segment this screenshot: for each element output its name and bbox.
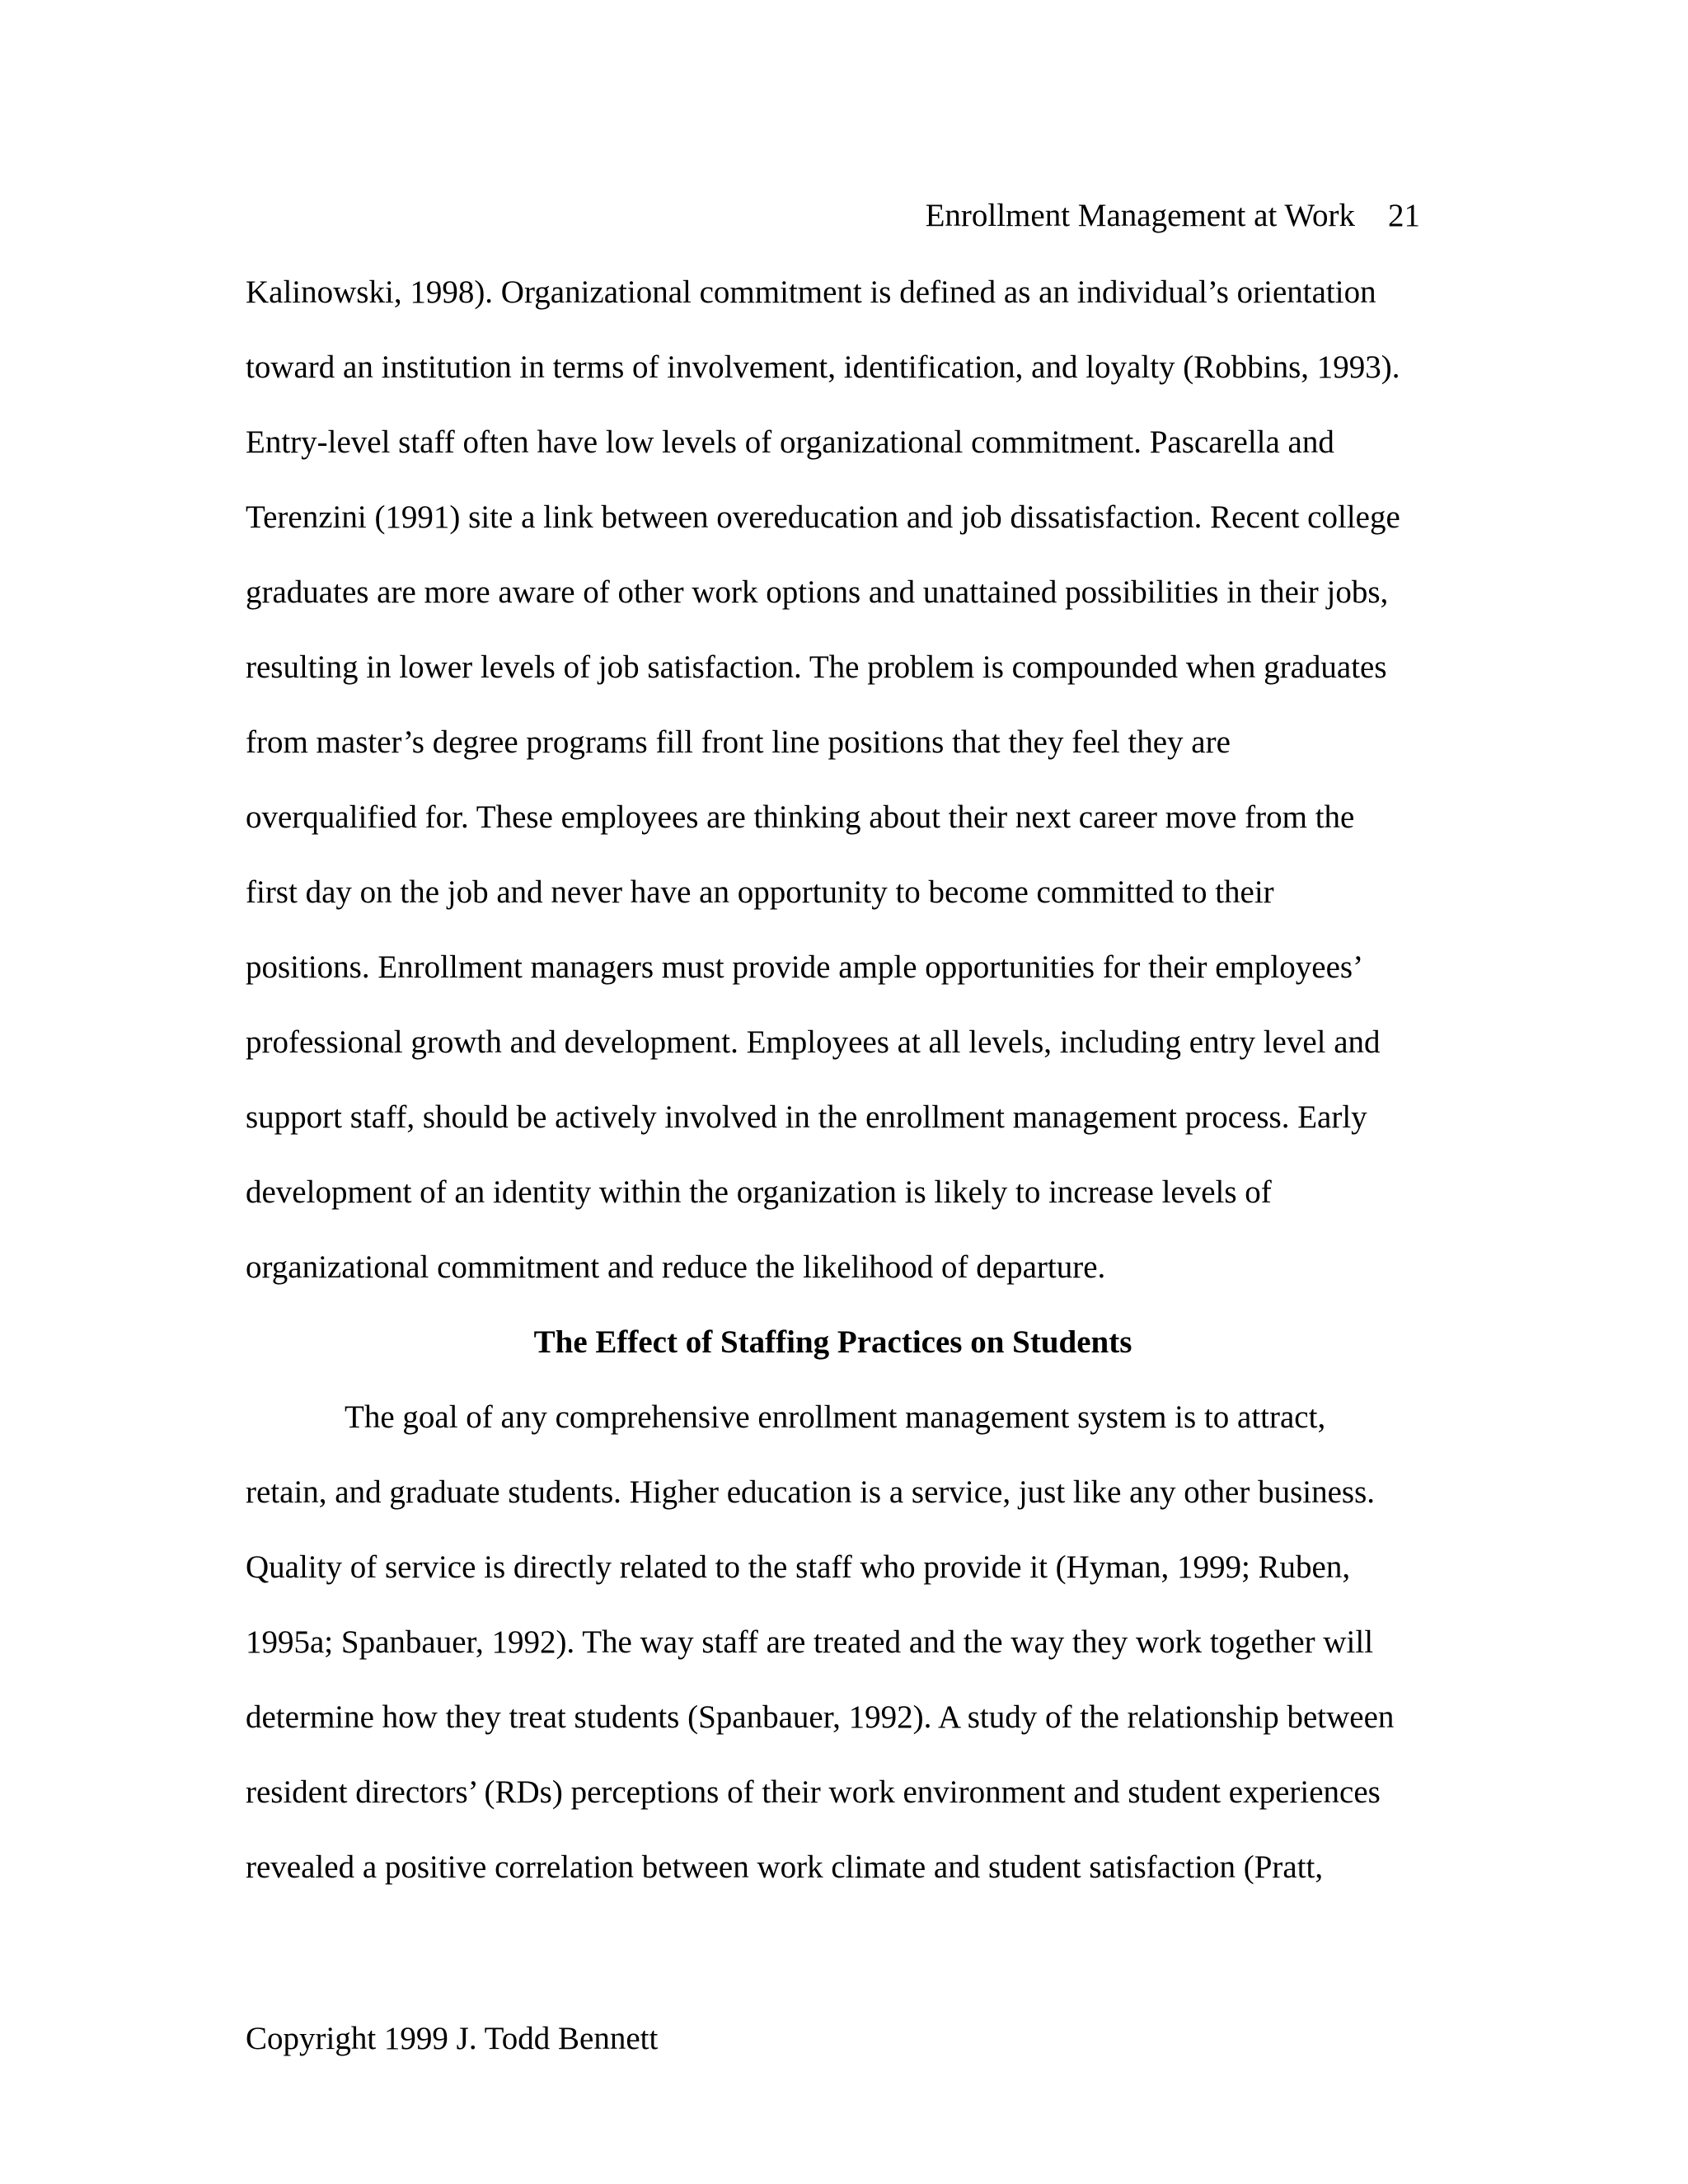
body-line: The goal of any comprehensive enrollment management system is to attract, [345,1399,1326,1435]
body-line: revealed a positive correlation between work climate and student satisfaction (Pratt, [246,1849,1324,1885]
body-line: overqualified for. These employees are thinking about their next career move from the [246,799,1355,835]
body-line: retain, and graduate students. Higher education is a service, just like any other business. [246,1474,1376,1510]
body-line: Entry-level staff often have low levels of organizational commitment. Pascarella and [246,424,1334,460]
body-line: from master’s degree programs fill front line positions that they feel they are [246,724,1231,760]
running-head-title: Enrollment Management at Work [925,198,1355,233]
body-line: development of an identity within the organization is likely to increase levels of [246,1174,1272,1210]
body-line: Kalinowski, 1998). Organizational commitment is defined as an individual’s orientation [246,274,1376,310]
body-line: resident directors’ (RDs) perceptions of their work environment and student experiences [246,1774,1381,1810]
body-line: support staff, should be actively involved in the enrollment management process. Early [246,1099,1367,1135]
body-line: Quality of service is directly related to the staff who provide it (Hyman, 1999; Ruben, [246,1549,1351,1585]
body-line: 1995a; Spanbauer, 1992). The way staff are treated and the way they work together will [246,1624,1374,1660]
copyright-footer: Copyright 1999 J. Todd Bennett [246,2021,659,2056]
body-line: first day on the job and never have an opportunity to become committed to their [246,874,1274,910]
body-line: toward an institution in terms of involvement, identification, and loyalty (Robbins, 1993). [246,349,1400,385]
body-line: resulting in lower levels of job satisfaction. The problem is compounded when graduates [246,649,1387,685]
page-number: 21 [1388,198,1420,233]
body-line: professional growth and development. Employees at all levels, including entry level and [246,1024,1381,1060]
body-line: organizational commitment and reduce the likelihood of departure. [246,1249,1106,1285]
body-line: Terenzini (1991) site a link between overeducation and job dissatisfaction. Recent college [246,499,1400,535]
body-line: positions. Enrollment managers must provide ample opportunities for their employees’ [246,949,1364,985]
body-line: determine how they treat students (Spanbauer, 1992). A study of the relationship between [246,1699,1395,1735]
section-heading: The Effect of Staffing Practices on Students [533,1324,1132,1360]
running-head [926,194,1420,237]
body-line: graduates are more aware of other work options and unattained possibilities in their jobs, [246,574,1389,610]
